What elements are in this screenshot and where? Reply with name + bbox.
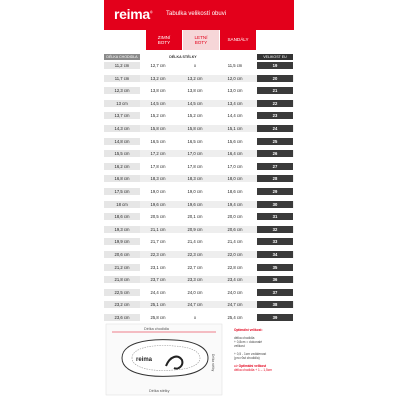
summer-boot-cell: 17,8 cm [187,163,203,169]
foot-length-cell: 18 cm [104,201,140,208]
summer-boot-cell: 20,9 cm [187,226,203,232]
diagram-logo: reima [136,357,153,363]
table-row [104,188,294,195]
eu-size-cell: 33 [257,238,293,245]
foot-length-cell: 21,8 cm [104,276,140,283]
sandal-cell: 24,0 cm [227,289,243,295]
summer-boot-cell: 19,6 cm [187,201,203,207]
eu-size-cell: 31 [257,213,293,220]
eu-size-cell: 37 [257,289,293,296]
winter-boot-cell: 19,0 cm [150,189,166,194]
eu-size-cell: 26 [257,150,293,157]
table-row [104,150,294,157]
winter-boot-cell: 18,3 cm [150,176,166,182]
foot-length-cell: 19,9 cm [104,238,140,245]
summer-boot-cell: 24,7 cm [187,302,203,308]
winter-boot-cell: 25,8 cm [150,315,166,320]
subheader-foot-length: DÉLKA CHODIDLA [104,54,140,60]
sandal-cell: 20,6 cm [227,226,243,232]
eu-size-cell: 32 [257,226,293,233]
table-row [104,301,294,308]
summer-boot-cell: x [193,315,197,320]
table-row [104,289,294,296]
foot-length-cell: 14,3 cm [104,125,140,132]
foot-length-cell: 15,5 cm [104,150,140,157]
winter-boot-cell: 21,7 cm [150,239,166,245]
winter-boot-cell: 20,5 cm [150,214,166,220]
winter-boot-cell: 22,3 cm [150,252,166,257]
winter-boot-cell: 23,1 cm [150,264,166,270]
winter-boot-cell: 12,7 cm [150,63,166,68]
winter-boot-cell: 21,1 cm [150,226,166,232]
eu-size-cell: 36 [257,276,293,283]
winter-boot-cell: 17,8 cm [150,163,166,169]
summer-boot-cell: 17,0 cm [187,151,203,157]
column-header-winter: ZIMNÍ BOTY [146,30,182,50]
summer-boot-cell: 14,5 cm [187,100,203,106]
sandal-cell: 13,4 cm [227,100,243,106]
winter-boot-cell: 19,6 cm [150,201,166,207]
eu-size-cell: 29 [257,188,293,195]
diagram-length-label: Délka chodidla [144,327,169,331]
table-row [104,87,294,94]
diagram-width-label: Délka stélky [149,389,170,393]
table-row [104,226,294,233]
subheader-insole-length: DÉLKA STÉLKY [169,55,197,59]
table-row [104,276,294,283]
sandal-cell: 22,0 cm [227,252,243,257]
sandal-cell: 20,0 cm [227,214,243,220]
sandal-cell: 12,0 cm [227,75,243,81]
sandal-cell: 18,6 cm [227,189,243,194]
table-row [104,251,294,258]
eu-size-cell: 22 [257,100,293,107]
table-row [104,125,294,132]
sandal-cell: 13,0 cm [227,88,243,94]
summer-boot-cell: 13,2 cm [187,75,203,81]
foot-length-cell: 13,7 cm [104,112,140,119]
note-line5: (pro růst chodidla) [234,356,260,360]
winter-boot-cell: 15,2 cm [150,113,166,119]
foot-length-cell: 16,8 cm [104,175,140,182]
eu-size-cell: 28 [257,175,293,182]
summer-boot-cell: 24,0 cm [187,289,203,295]
sandal-cell: 16,4 cm [227,151,243,157]
eu-size-cell: 38 [257,301,293,308]
winter-boot-cell: 25,1 cm [150,302,166,308]
summer-boot-cell: 15,8 cm [187,126,203,131]
sandal-cell: 23,4 cm [227,277,243,283]
winter-boot-cell: 24,4 cm [150,289,166,295]
foot-length-cell: 11,7 cm [104,75,140,82]
summer-boot-cell: 18,3 cm [187,176,203,182]
eu-size-cell: 30 [257,201,293,208]
table-row [104,264,294,271]
foot-length-cell: 18,6 cm [104,213,140,220]
reima-logo: reima® [114,6,153,22]
sandal-cell: 25,4 cm [227,315,243,320]
summer-boot-cell: 21,4 cm [187,239,203,245]
sandal-cell: 19,4 cm [227,201,243,207]
summer-boot-cell: x [193,63,197,68]
table-row [104,62,294,69]
eu-size-cell: 35 [257,264,293,271]
eu-size-cell: 20 [257,75,293,82]
table-row [104,75,294,82]
foot-length-cell: 21,2 cm [104,264,140,271]
summer-boot-cell: 23,3 cm [187,277,203,283]
table-row [104,201,294,208]
winter-boot-cell: 16,5 cm [150,138,166,144]
note-line1: délka chodidla [234,336,255,340]
note-line7: délka chodidla + 1 – 1,5cm [234,368,273,372]
sandal-cell: 14,4 cm [227,113,243,119]
foot-length-cell: 17,5 cm [104,188,140,195]
sandal-cell: 15,6 cm [227,138,243,144]
summer-boot-cell: 15,2 cm [187,113,203,119]
foot-length-cell: 16,2 cm [104,163,140,170]
winter-boot-cell: 13,8 cm [150,88,166,94]
subheader-eu-size: VELIKOST EU [257,54,293,60]
winter-boot-cell: 13,2 cm [150,75,166,81]
sandal-cell: 11,5 cm [227,63,243,68]
winter-boot-cell: 14,5 cm [150,100,166,106]
eu-size-cell: 24 [257,125,293,132]
table-row [104,112,294,119]
winter-boot-cell: 17,2 cm [150,151,166,157]
eu-size-cell: 39 [257,314,293,321]
foot-diagram [104,322,224,397]
note-line3: velikost [234,344,245,348]
summer-boot-cell: 19,0 cm [187,189,203,194]
column-header-sandals: SANDÁLY [220,30,256,50]
summer-boot-cell: 13,8 cm [187,88,203,94]
eu-size-cell: 27 [257,163,293,170]
winter-boot-cell: 23,7 cm [150,277,166,283]
page-title: Tabulka velikostí obuvi [166,11,227,17]
table-row [104,238,294,245]
note-line2: + 0,8cm = dokonalé [234,340,262,344]
foot-length-cell: 19,3 cm [104,226,140,233]
sandal-cell: 17,0 cm [227,163,243,169]
sandal-cell: 22,8 cm [227,264,243,270]
table-row [104,175,294,182]
table-row [104,100,294,107]
foot-diagram-section [104,322,294,397]
note-title: Optimální velikost: [234,328,263,332]
eu-size-cell: 23 [257,112,293,119]
foot-length-cell: 14,8 cm [104,138,140,145]
foot-length-cell: 20,6 cm [104,251,140,258]
table-row [104,213,294,220]
header-bar [104,0,294,30]
eu-size-cell: 21 [257,87,293,94]
foot-length-cell: 12,3 cm [104,87,140,94]
summer-boot-cell: 20,1 cm [187,214,203,220]
sandal-cell: 15,1 cm [227,126,243,131]
table-row [104,163,294,170]
summer-boot-cell: 22,7 cm [187,264,203,270]
winter-boot-cell: 15,8 cm [150,126,166,131]
foot-length-cell: 13 cm [104,100,140,107]
summer-boot-cell: 22,3 cm [187,252,203,257]
sandal-cell: 18,0 cm [227,176,243,182]
eu-size-cell: 34 [257,251,293,258]
diagram-side-label: Délka stélky [211,354,215,372]
eu-size-cell: 19 [257,62,293,69]
note-line4: + 0,5 - 1cm vzdálenost [234,352,267,356]
table-row [104,314,294,321]
sandal-cell: 24,7 cm [227,302,243,308]
foot-length-cell: 11,2 cm [104,62,140,69]
column-header-summer: LETNÍ BOTY [183,30,219,50]
sandal-cell: 21,4 cm [227,239,243,245]
summer-boot-cell: 16,5 cm [187,138,203,144]
foot-length-cell: 22,5 cm [104,289,140,296]
foot-length-cell: 23,6 cm [104,314,140,321]
table-row [104,138,294,145]
eu-size-cell: 25 [257,138,293,145]
foot-length-cell: 23,2 cm [104,301,140,308]
note-line6: => Optimální velikost [234,364,267,368]
